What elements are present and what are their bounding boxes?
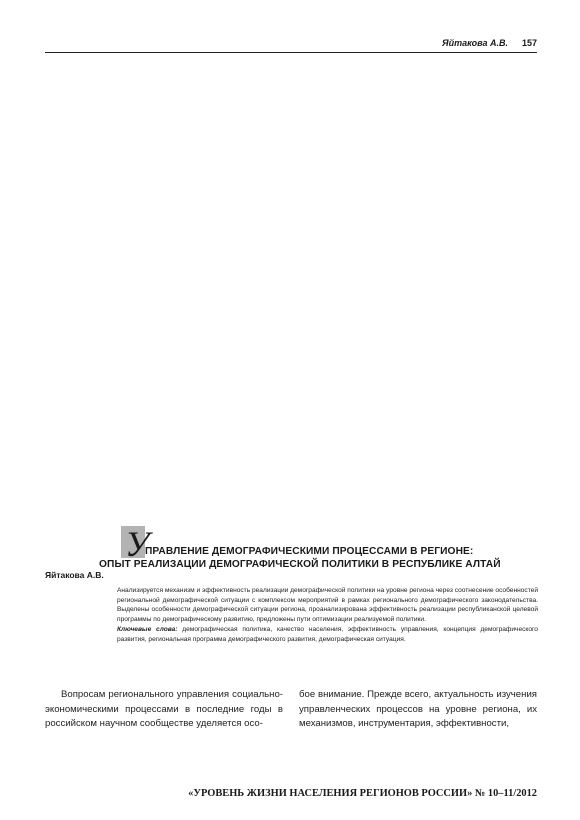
abstract-text: Анализируется механизм и эффективность реализации демографической политики на уровне региона через соотнесение особенностей региональной демографической ситуации с комплексом мероприятий в рамках регионального демографического законодательства. Выделены особенности демографической ситуации региона, проанализирована эффективность реализации республиканской целевой программы по демографическому развитию, предложены пути оптимизации реализуемой политики.	[117, 587, 539, 624]
keywords-text: демографическая политика, качество населения, эффективность управления, концепция демографического развития, региональная программа демографического развития, демографическая ситуация.	[117, 625, 538, 643]
body-text-left: Вопросам регионального управления социально-экономическими процессами в последние годы в российском научном сообществе уделяется осо-	[45, 689, 283, 729]
body-column-right	[299, 688, 537, 732]
header-author: Яйтакова А.В.	[442, 38, 508, 48]
journal-footer: «УРОВЕНЬ ЖИЗНИ НАСЕЛЕНИЯ РЕГИОНОВ РОССИИ» № 10–11/2012	[188, 788, 537, 799]
keywords-label: Ключевые слова:	[117, 625, 178, 633]
title-line-1: ПРАВЛЕНИЕ ДЕМОГРАФИЧЕСКИМИ ПРОЦЕССАМИ В РЕГИОНЕ:	[145, 546, 474, 557]
body-column-left	[45, 688, 283, 732]
author-name: Яйтакова А.В.	[45, 570, 104, 580]
title-line-2: ОПЫТ РЕАЛИЗАЦИИ ДЕМОГРАФИЧЕСКОЙ ПОЛИТИКИ В РЕСПУБЛИКЕ АЛТАЙ	[99, 559, 501, 570]
dropcap-letter: У	[125, 524, 150, 564]
abstract	[117, 586, 538, 644]
body-text-right: бое внимание. Прежде всего, актуальность изучения управленческих процессов на уровне региона, их механизмов, инструментария, эффективности,	[299, 689, 537, 729]
header-rule	[45, 52, 537, 53]
keywords	[117, 625, 538, 644]
page-number: 157	[521, 38, 537, 48]
